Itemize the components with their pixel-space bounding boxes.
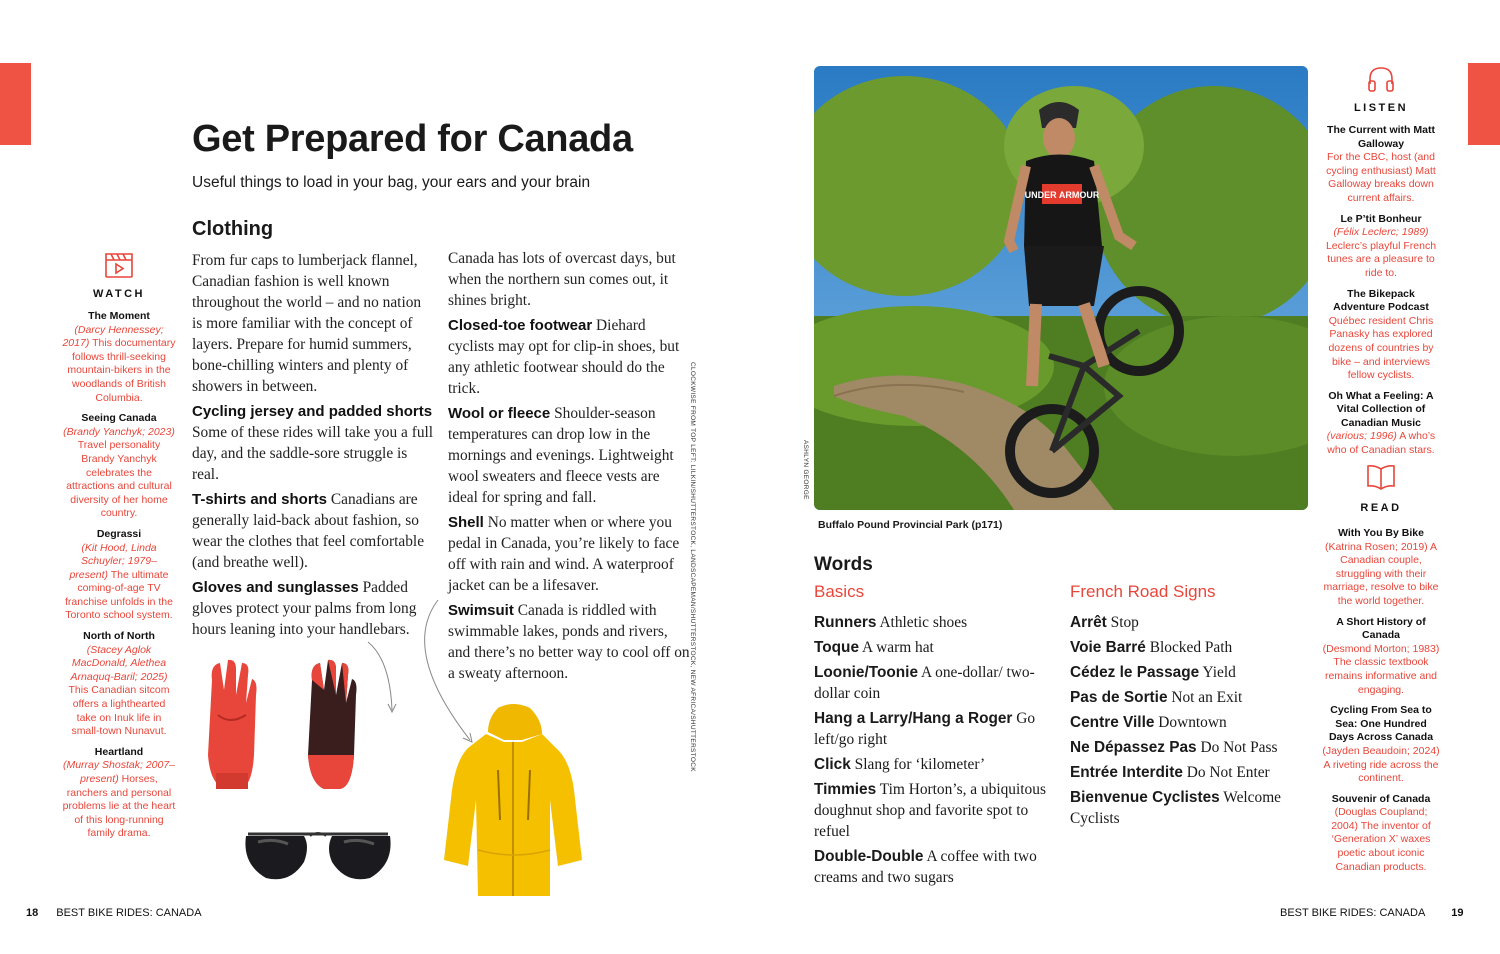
listen-item-desc: A who’s who of Canadian stars. (1327, 430, 1436, 457)
watch-item-meta: (Stacey Aglok MacDonald, Alethea Arnaquq-Baril; 2025) (70, 643, 168, 683)
basics-term: Toque (814, 639, 860, 656)
clothing-item-name: Closed-toe footwear (448, 317, 593, 334)
sign-term: Pas de Sortie (1070, 689, 1168, 706)
cyclist-photo (814, 66, 1308, 510)
listen-label: LISTEN (1353, 102, 1409, 114)
basics-row (814, 637, 1052, 658)
basics-term: Click (814, 756, 851, 773)
listen-item-desc: Leclerc’s playful French tunes are a pleasure to ride to. (1325, 239, 1437, 279)
watch-item-desc: Horses, ranchers and personal problems lie at the heart of this long-running family drama. (62, 773, 176, 840)
listen-item-title: The Bikepack Adventure Podcast (1333, 287, 1429, 314)
signs-list (1070, 612, 1306, 833)
listen-item-title: Le P’tit Bonheur (1340, 212, 1422, 225)
basics-meaning: Slang for ‘kilometer’ (854, 756, 986, 773)
watch-item-title: The Moment (88, 310, 150, 322)
watch-item-title: Degrassi (96, 527, 142, 540)
sign-row (1070, 737, 1306, 758)
sign-row (1070, 637, 1306, 658)
read-item-title: A Short History of Canada (1336, 615, 1426, 642)
read-item-desc: (Desmond Morton; 1983) The classic textbook remains informative and engaging. (1322, 642, 1440, 696)
watch-item (62, 746, 176, 841)
listen-item-title: Oh What a Feeling: A Vital Collection of Canadian Music (1328, 389, 1434, 429)
sign-meaning: Downtown (1158, 714, 1227, 731)
clothing-heading: Clothing (192, 218, 274, 240)
sunglasses-image (238, 820, 398, 890)
basics-row (814, 662, 1052, 704)
clothing-item-text: From fur caps to lumberjack flannel, Canadian fashion is well known throughout the world – and no nation is more familiar with the concept of layers. Prepare for humid summers, bone-chilling winters and plenty of showers in between. (192, 252, 422, 395)
photo-credit-right: ASHLYN GEORGE (802, 440, 809, 500)
watch-item-meta: (Darcy Hennessey; 2017) (62, 323, 164, 350)
clothing-paragraph (192, 401, 434, 485)
sign-term: Ne Dépassez Pas (1070, 739, 1197, 756)
clothing-item-text: Padded gloves protect your palms from long hours leaning into your handlebars. (192, 579, 417, 638)
read-item-title: Souvenir of Canada (1331, 792, 1431, 805)
clothing-item-text: Diehard cyclists may opt for clip-in shoes, but any athletic footwear should do the trick. (448, 317, 680, 397)
read-item-desc: (Douglas Coupland; 2004) The inventor of ‘Generation X’ waxes poetic about iconic Canadian products. (1331, 806, 1431, 873)
sign-meaning: Do Not Pass (1200, 739, 1278, 756)
basics-term: Loonie/Toonie (814, 664, 919, 681)
read-item-title: Cycling From Sea to Sea: One Hundred Days Across Canada (1328, 704, 1434, 744)
read-item-desc: (Katrina Rosen; 2019) A Canadian couple, struggling with their marriage, resolve to bike the world together. (1323, 540, 1439, 607)
sign-row (1070, 612, 1306, 633)
watch-list (62, 310, 176, 848)
clothing-column-1 (192, 250, 434, 644)
sign-meaning: Not an Exit (1171, 689, 1243, 706)
read-item (1322, 616, 1440, 698)
clothing-item-text: Canada has lots of overcast days, but when the northern sun comes out, it shines bright. (448, 250, 676, 309)
watch-item-title: Heartland (94, 745, 144, 758)
sign-term: Voie Barré (1070, 639, 1146, 656)
basics-meaning: Athletic shoes (879, 614, 968, 631)
clothing-item-name: Wool or fleece (448, 405, 551, 422)
watch-item (62, 630, 176, 739)
words-heading: Words (814, 554, 873, 575)
watch-item (62, 528, 176, 623)
read-list (1322, 527, 1440, 881)
gloves-image (200, 655, 380, 805)
clothing-paragraph (448, 248, 690, 311)
read-label: READ (1360, 502, 1402, 514)
clothing-paragraph (448, 315, 690, 399)
photo-credits-left: CLOCKWISE FROM TOP LEFT: LILKIN/SHUTTERSTOCK, LANDSCAPEMAN/SHUTTERSTOCK, NEW AFRICA/SHUTTERSTOCK (689, 362, 696, 772)
basics-meaning: Go left/go right (814, 710, 1036, 748)
sign-term: Cédez le Passage (1070, 664, 1200, 681)
page-subtitle: Useful things to load in your bag, your ears and your brain (192, 174, 591, 191)
basics-term: Timmies (814, 781, 877, 798)
footer-right-text: BEST BIKE RIDES: CANADA (1280, 907, 1426, 919)
watch-item-meta: (Murray Shostak; 2007–present) (62, 759, 176, 785)
sign-term: Bienvenue Cyclistes (1070, 789, 1220, 806)
sign-meaning: Yield (1202, 664, 1236, 681)
watch-item (62, 412, 176, 521)
signs-heading: French Road Signs (1070, 582, 1216, 601)
basics-term: Hang a Larry/Hang a Roger (814, 710, 1013, 727)
sign-term: Centre Ville (1070, 714, 1155, 731)
listen-item (1322, 288, 1440, 383)
basics-heading: Basics (814, 582, 865, 601)
clothing-paragraph (192, 250, 434, 397)
basics-term: Runners (814, 614, 877, 631)
watch-item-meta: (Brandy Yanchyk; 2023) (63, 425, 175, 438)
basics-list (814, 612, 1052, 892)
listen-item-desc: For the CBC, host (and cycling enthusiast) Matt Galloway breaks down current affairs. (1326, 151, 1436, 204)
headphones-icon (1366, 64, 1396, 94)
sign-meaning: Welcome Cyclists (1070, 789, 1282, 827)
clothing-item-name: Gloves and sunglasses (192, 579, 359, 596)
read-item-title: With You By Bike (1338, 527, 1424, 539)
basics-row (814, 612, 1052, 633)
watch-item-desc: This Canadian sitcom offers a lighthearted take on Inuk life in small-town Nunavut. (68, 684, 170, 738)
watch-item-title: North of North (83, 630, 155, 643)
watch-item-meta: (Kit Hood, Linda Schuyler; 1979–present) (69, 541, 157, 581)
left-edge-tab (0, 63, 31, 145)
read-item (1322, 704, 1440, 786)
read-item (1322, 527, 1440, 609)
clothing-item-text: Some of these rides will take you a full day, and the saddle-sore struggle is real. (192, 424, 434, 483)
sign-term: Entrée Interdite (1070, 764, 1183, 781)
right-edge-tab (1468, 63, 1500, 145)
clothing-item-name: Swimsuit (448, 602, 514, 619)
basics-term: Double-Double (814, 848, 924, 865)
clothing-item-name: Cycling jersey and padded shorts (192, 403, 433, 420)
book-icon (1366, 463, 1396, 491)
jersey-logo-text: UNDER ARMOUR (1024, 190, 1100, 200)
watch-item (62, 310, 176, 405)
photo-caption: Buffalo Pound Provincial Park (p171) (818, 519, 1003, 531)
yellow-jacket-image (438, 700, 588, 900)
page-title: Get Prepared for Canada (192, 118, 633, 160)
sign-row (1070, 712, 1306, 733)
sign-meaning: Blocked Path (1149, 639, 1233, 656)
basics-meaning: Tim Horton’s, a ubiquitous doughnut shop and favorite spot to refuel (814, 781, 1046, 840)
basics-row (814, 779, 1052, 842)
basics-row (814, 708, 1052, 750)
listen-list (1322, 124, 1440, 465)
listen-item-meta: (Félix Leclerc; 1989) (1333, 226, 1429, 239)
clothing-item-text: Canadians are generally laid-back about fashion, so wear the clothes that feel comfortable (and breathe well). (192, 491, 425, 571)
footer-left (26, 907, 202, 919)
read-item-desc: (Jayden Beaudoin; 2024) A riveting ride across the continent. (1322, 744, 1440, 785)
watch-item-desc: The ultimate coming-of-age TV franchise unfolds in the Toronto school system. (65, 568, 173, 622)
sign-row (1070, 687, 1306, 708)
page-number-left: 18 (26, 907, 39, 919)
sign-row (1070, 662, 1306, 683)
listen-item-title: The Current with Matt Galloway (1327, 124, 1435, 150)
clothing-item-name: T-shirts and shorts (192, 491, 328, 508)
watch-item-desc: This documentary follows thrill-seeking mountain-bikers in the woodlands of British Columbia. (67, 337, 176, 404)
clothing-item-text: No matter when or where you pedal in Canada, you’re likely to face off with rain and wind. A waterproof jacket can be a lifesaver. (448, 514, 680, 594)
clothing-item-text: Shoulder-season temperatures can drop low in the mornings and evenings. Lightweight wool sweaters and fleece vests are ideal for spring and fall. (448, 405, 674, 506)
listen-item (1322, 213, 1440, 281)
page-number-right: 19 (1451, 907, 1464, 919)
listen-item-desc: Québec resident Chris Panasky has explored dozens of countries by bike – and interviews fellow cyclists. (1328, 314, 1434, 382)
basics-meaning: A coffee with two creams and two sugars (814, 848, 1037, 886)
sign-row (1070, 787, 1306, 829)
clothing-paragraph (448, 403, 690, 508)
footer-left-text: BEST BIKE RIDES: CANADA (56, 907, 202, 919)
clapperboard-icon (104, 251, 134, 279)
read-item (1322, 793, 1440, 875)
basics-row (814, 846, 1052, 888)
watch-item-desc: Travel personality Brandy Yanchyk celebrates the attractions and cultural diversity of her home country. (66, 439, 172, 520)
footer-right (1280, 907, 1464, 919)
sign-row (1070, 762, 1306, 783)
basics-meaning: A warm hat (862, 639, 934, 656)
sign-term: Arrêt (1070, 614, 1107, 631)
clothing-paragraph (448, 512, 690, 596)
clothing-paragraph (192, 489, 434, 573)
basics-meaning: A one-dollar/ two-dollar coin (814, 664, 1035, 702)
watch-item-title: Seeing Canada (81, 412, 157, 425)
listen-item-meta: (various; 1996) (1326, 430, 1397, 443)
watch-label: WATCH (92, 288, 145, 300)
clothing-item-text: Canada is riddled with swimmable lakes, ponds and rivers, and there’s no better way to cool off on a sweaty afternoon. (448, 602, 690, 682)
listen-item (1322, 124, 1440, 206)
basics-row (814, 754, 1052, 775)
sign-meaning: Do Not Enter (1186, 764, 1270, 781)
clothing-item-name: Shell (448, 514, 484, 531)
listen-item (1322, 390, 1440, 458)
sign-meaning: Stop (1110, 614, 1139, 631)
